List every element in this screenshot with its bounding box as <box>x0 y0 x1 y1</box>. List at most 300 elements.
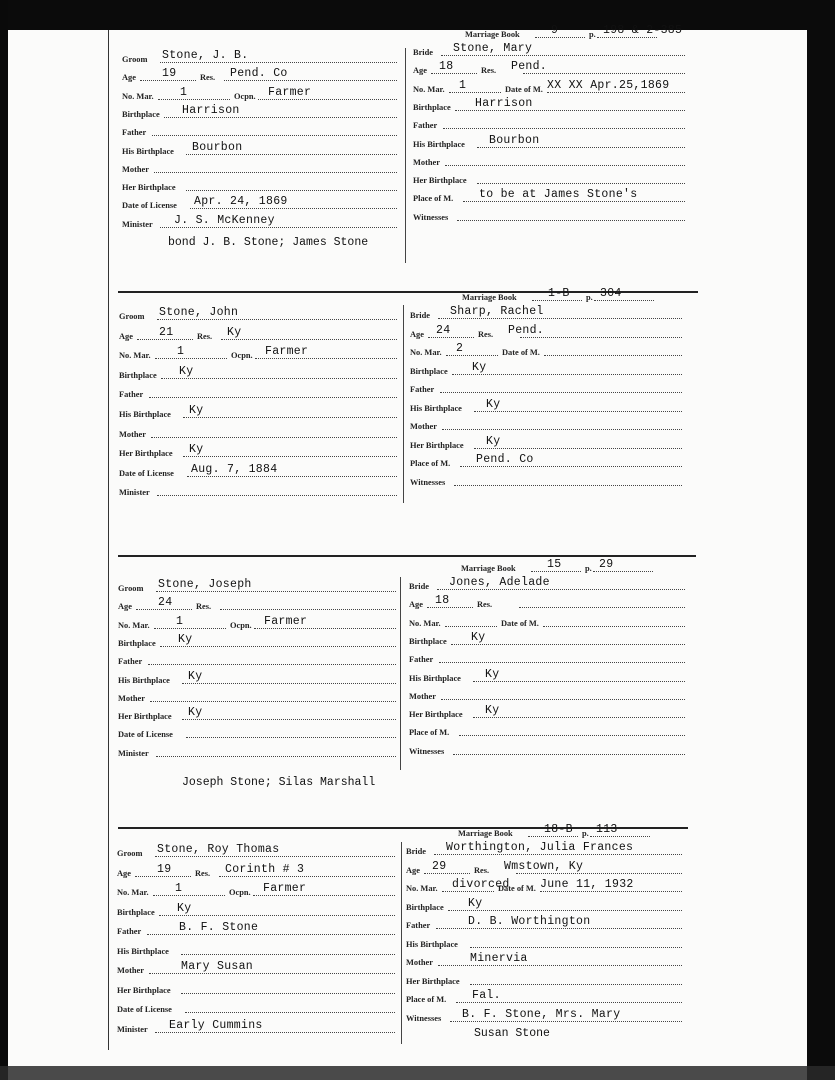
dotted-line <box>452 374 682 375</box>
field-label: Date of M. <box>498 884 536 893</box>
bride-field-witnesses <box>410 471 682 489</box>
dotted-line <box>463 201 685 202</box>
field-label: Date of M. <box>502 348 540 357</box>
groom-field-her-birthplace <box>118 705 396 723</box>
field-value: Minervia <box>470 952 528 965</box>
groom-field-name <box>122 48 397 66</box>
groom-field-mother <box>122 158 397 176</box>
field-value: Farmer <box>265 345 309 359</box>
dotted-line <box>445 165 685 166</box>
dotted-line <box>157 319 397 320</box>
dotted-line <box>155 358 227 359</box>
field-value: J. S. McKenney <box>174 213 275 227</box>
dotted-line <box>151 437 397 438</box>
marriage-book-label: Marriage Book <box>461 564 516 573</box>
field-value: 24 <box>436 323 451 337</box>
field-label: No. Mar. <box>410 348 442 357</box>
column-divider <box>403 305 404 503</box>
marriage-book-number: 15 <box>547 558 562 571</box>
field-label: Bride <box>409 582 430 591</box>
bride-field-no-mar <box>413 78 685 96</box>
field-label: His Birthplace <box>117 946 169 956</box>
dotted-line <box>594 300 654 301</box>
bride-field-father <box>409 648 685 666</box>
groom-field-birthplace <box>118 632 396 650</box>
field-label: Res. <box>196 602 212 612</box>
groom-field-age <box>122 66 397 84</box>
field-label: Birthplace <box>410 366 448 376</box>
field-label: Mother <box>406 958 433 967</box>
field-label: Age <box>413 66 427 76</box>
field-value: June 11, 1932 <box>540 878 634 891</box>
field-label: Father <box>406 921 431 930</box>
field-value: divorced <box>452 878 510 891</box>
dotted-line <box>183 456 397 457</box>
groom-field-minister <box>119 481 397 499</box>
bride-field-father <box>413 114 685 132</box>
dotted-line <box>473 717 685 718</box>
field-label: Birthplace <box>122 109 160 119</box>
dotted-line <box>154 172 397 173</box>
groom-field-his-birthplace <box>117 940 395 958</box>
dotted-line <box>470 947 682 948</box>
groom-field-date-of-license <box>122 194 397 212</box>
field-value: Ky <box>472 360 487 374</box>
field-label: Her Birthplace <box>117 985 171 995</box>
field-value: Stone, Joseph <box>158 578 252 591</box>
bond-note: Joseph Stone; Silas Marshall <box>182 776 376 789</box>
field-value: 1 <box>459 78 467 92</box>
dotted-line <box>454 485 682 486</box>
field-label: Witnesses <box>413 212 449 222</box>
dotted-line <box>455 110 685 111</box>
field-label: His Birthplace <box>122 146 174 156</box>
field-value: 18 <box>439 60 454 74</box>
dotted-line <box>186 737 396 738</box>
field-label: Age <box>406 865 420 875</box>
dotted-line <box>160 227 397 228</box>
groom-field-no-mar <box>118 614 396 632</box>
dotted-line <box>597 37 657 38</box>
field-value: Pend. <box>508 323 545 337</box>
field-label: Witnesses <box>406 1013 442 1023</box>
dotted-line <box>519 607 685 608</box>
field-label: Age <box>118 602 132 612</box>
dotted-line <box>428 337 474 338</box>
marriage-book-page: 304 <box>600 287 622 300</box>
dotted-line <box>441 699 685 700</box>
bride-field-age <box>409 593 685 611</box>
field-value: Bourbon <box>489 133 540 147</box>
field-label: No. Mar. <box>122 91 154 101</box>
dotted-line <box>160 646 396 647</box>
dotted-line <box>149 397 397 398</box>
field-value: Sharp, Rachel <box>450 305 544 318</box>
groom-field-name <box>118 577 396 595</box>
page-label: p. <box>589 30 596 39</box>
groom-field-her-birthplace <box>117 979 395 997</box>
groom-field-date-of-license <box>117 998 395 1016</box>
groom-field-father <box>119 383 397 401</box>
groom-field-birthplace <box>117 901 395 919</box>
field-value: Stone, Roy Thomas <box>157 843 280 856</box>
field-label: Birthplace <box>409 636 447 646</box>
dotted-line <box>149 973 395 974</box>
bride-field-birthplace <box>410 360 682 378</box>
field-value: 18 <box>435 594 450 608</box>
dotted-line <box>532 300 582 301</box>
field-value: Harrison <box>475 96 533 110</box>
field-label: Her Birthplace <box>406 976 460 986</box>
dotted-line <box>470 984 682 985</box>
field-value: Ky <box>468 896 483 910</box>
dotted-line <box>523 73 685 74</box>
dotted-line <box>424 873 470 874</box>
dotted-line <box>181 993 395 994</box>
groom-field-no-mar <box>117 881 395 899</box>
bride-field-mother <box>410 415 682 433</box>
field-label: No. Mar. <box>409 618 441 628</box>
field-label: Father <box>122 128 147 138</box>
dotted-line <box>154 628 226 629</box>
field-label: Res. <box>478 329 494 339</box>
marriage-book-number: 9 <box>551 24 559 37</box>
dotted-line <box>224 80 397 81</box>
marriage-book-header <box>465 25 685 41</box>
dotted-line <box>156 756 396 757</box>
dotted-line <box>437 589 685 590</box>
dotted-line <box>431 73 477 74</box>
field-label: Witnesses <box>409 746 445 756</box>
groom-field-father <box>122 121 397 139</box>
field-label: Father <box>413 121 438 131</box>
field-label: His Birthplace <box>410 403 462 413</box>
field-value: Ky <box>188 706 203 720</box>
bride-field-name <box>409 575 685 593</box>
field-value: Fal. <box>472 989 501 1002</box>
field-value: XX XX Apr.25,1869 <box>547 78 670 92</box>
field-value: Corinth # 3 <box>225 862 305 876</box>
dotted-line <box>186 154 397 155</box>
field-value: Farmer <box>263 882 307 895</box>
dotted-line <box>531 571 581 572</box>
marriage-book-number: 18-B <box>544 823 573 836</box>
field-label: Ocpn. <box>229 888 251 897</box>
field-label: Her Birthplace <box>119 449 173 459</box>
dotted-line <box>460 466 682 467</box>
dotted-line <box>474 411 682 412</box>
field-label: Res. <box>481 66 497 76</box>
dotted-line <box>434 854 682 855</box>
groom-field-father <box>117 920 395 938</box>
marriage-book-header <box>458 824 682 840</box>
field-value: B. F. Stone <box>179 921 259 934</box>
dotted-line <box>544 355 682 356</box>
groom-field-her-birthplace <box>119 442 397 460</box>
marriage-book-page: 29 <box>599 558 614 571</box>
field-label: Groom <box>119 312 145 321</box>
field-value: Ky <box>471 630 486 644</box>
field-label: Minister <box>119 488 150 498</box>
bride-field-age <box>406 859 682 877</box>
bride-field-place-of-m <box>410 452 682 470</box>
field-label: Res. <box>195 868 211 878</box>
marriage-book-header <box>461 559 685 575</box>
field-label: Father <box>119 390 144 400</box>
bride-field-his-birthplace <box>410 397 682 415</box>
dotted-line <box>451 644 685 645</box>
dotted-line <box>547 92 685 93</box>
field-label: Birthplace <box>118 638 156 648</box>
bride-field-place-of-m <box>413 187 685 205</box>
dotted-line <box>182 683 396 684</box>
field-value: Ky <box>189 443 204 457</box>
field-label: Place of M. <box>410 459 451 468</box>
field-value: 19 <box>162 67 177 81</box>
field-value: 1 <box>176 614 184 628</box>
field-label: Res. <box>197 331 213 341</box>
field-label: Birthplace <box>117 907 155 917</box>
field-label: Age <box>119 331 133 341</box>
bride-field-mother <box>406 951 682 969</box>
field-label: His Birthplace <box>406 939 458 949</box>
field-value: Ky <box>486 397 501 411</box>
dotted-line <box>535 37 585 38</box>
field-label: Place of M. <box>409 728 450 738</box>
marriage-book-label: Marriage Book <box>458 829 513 838</box>
dotted-line <box>593 571 653 572</box>
bride-field-his-birthplace <box>409 667 685 685</box>
field-value: 21 <box>159 325 174 339</box>
scan-border-bottom <box>0 1066 835 1080</box>
field-label: No. Mar. <box>406 884 438 893</box>
field-label: Her Birthplace <box>413 176 467 186</box>
dotted-line <box>153 895 225 896</box>
field-label: Mother <box>409 691 436 701</box>
dotted-line <box>183 417 397 418</box>
field-label: Ocpn. <box>231 351 253 361</box>
field-label: Date of License <box>118 730 173 740</box>
field-value: Mary Susan <box>181 960 254 973</box>
marriage-book-label: Marriage Book <box>465 30 520 39</box>
field-label: Minister <box>117 1024 148 1034</box>
groom-field-date-of-license <box>119 462 397 480</box>
groom-field-father <box>118 650 396 668</box>
dotted-line <box>181 954 395 955</box>
field-label: Res. <box>474 865 490 875</box>
field-label: Bride <box>410 311 431 320</box>
field-label: Date of License <box>119 468 174 478</box>
groom-field-birthplace <box>122 103 397 121</box>
scan-border-left <box>0 0 8 1080</box>
field-value: to be at James Stone's <box>479 188 638 202</box>
dotted-line <box>140 80 196 81</box>
field-value: Apr. 24, 1869 <box>194 195 288 209</box>
groom-field-her-birthplace <box>122 176 397 194</box>
column-divider <box>405 48 406 263</box>
field-label: Her Birthplace <box>118 712 172 722</box>
field-value: Worthington, Julia Frances <box>446 841 634 854</box>
field-value: Ky <box>189 404 204 417</box>
dotted-line <box>590 836 650 837</box>
bond-note: bond J. B. Stone; James Stone <box>168 236 369 249</box>
groom-field-no-mar <box>119 344 397 362</box>
field-value: Pend. Co <box>476 453 534 466</box>
field-label: Age <box>410 329 424 339</box>
field-label: His Birthplace <box>413 139 465 149</box>
column-divider <box>401 842 402 1044</box>
dotted-line <box>157 495 397 496</box>
field-value: Ky <box>178 632 193 646</box>
groom-field-his-birthplace <box>118 669 396 687</box>
dotted-line <box>148 664 396 665</box>
groom-field-mother <box>117 959 395 977</box>
field-value: Ky <box>227 325 242 339</box>
field-label: No. Mar. <box>118 620 150 630</box>
field-label: Date of M. <box>505 84 543 94</box>
groom-field-minister <box>122 213 397 231</box>
dotted-line <box>161 378 397 379</box>
bride-field-birthplace <box>413 96 685 114</box>
dotted-line <box>137 339 193 340</box>
dotted-line <box>150 701 396 702</box>
marriage-book-page: 113 <box>596 823 618 836</box>
field-label: Witnesses <box>410 477 446 487</box>
field-value: D. B. Worthington <box>468 915 591 928</box>
bride-field-age <box>413 59 685 77</box>
dotted-line <box>543 626 685 627</box>
field-label: Mother <box>413 157 440 167</box>
dotted-line <box>441 55 685 56</box>
bride-field-place-of-m <box>406 988 682 1006</box>
groom-field-date-of-license <box>118 723 396 741</box>
field-label: Date of License <box>122 201 177 211</box>
dotted-line <box>427 607 473 608</box>
bride-field-no-mar <box>409 612 685 630</box>
field-label: Bride <box>406 847 427 856</box>
scan-border-right <box>807 0 835 1080</box>
page-label: p. <box>585 564 592 573</box>
dotted-line <box>156 591 396 592</box>
field-value: Bourbon <box>192 140 243 154</box>
groom-field-minister <box>118 742 396 760</box>
dotted-line <box>253 895 395 896</box>
dotted-line <box>445 626 497 627</box>
field-value: 1 <box>177 345 185 359</box>
field-label: Mother <box>122 164 149 174</box>
groom-field-birthplace <box>119 364 397 382</box>
dotted-line <box>136 609 192 610</box>
field-label: Mother <box>410 422 437 431</box>
dotted-line <box>459 735 685 736</box>
field-value: Ky <box>485 704 500 718</box>
bride-field-her-birthplace <box>413 169 685 187</box>
field-label: Her Birthplace <box>409 710 463 720</box>
dotted-line <box>155 1032 395 1033</box>
dotted-line <box>442 429 682 430</box>
dotted-line <box>457 220 685 221</box>
field-label: Place of M. <box>406 995 447 1004</box>
bride-field-witnesses <box>409 740 685 758</box>
dotted-line <box>164 117 397 118</box>
dotted-line <box>220 609 396 610</box>
dotted-line <box>185 1012 395 1013</box>
dotted-line <box>477 147 685 148</box>
groom-field-his-birthplace <box>119 403 397 421</box>
field-label: Mother <box>117 966 144 975</box>
column-divider <box>400 577 401 770</box>
field-value: 29 <box>432 859 447 873</box>
dotted-line <box>158 99 230 100</box>
field-value: Stone, Mary <box>453 42 533 55</box>
field-value: Early Cummins <box>169 1018 263 1032</box>
dotted-line <box>159 915 395 916</box>
field-label: No. Mar. <box>117 888 149 897</box>
field-label: Age <box>117 868 131 878</box>
bride-field-mother <box>413 151 685 169</box>
bride-field-age <box>410 323 682 341</box>
field-value: Pend. Co <box>230 67 288 81</box>
dotted-line <box>438 318 682 319</box>
bride-field-his-birthplace <box>406 933 682 951</box>
field-label: Minister <box>122 219 153 229</box>
dotted-line <box>516 873 682 874</box>
dotted-line <box>446 355 498 356</box>
bride-field-place-of-m <box>409 721 685 739</box>
marriage-book-number: 1-B <box>548 287 570 300</box>
field-value: Wmstown, Ky <box>504 859 584 873</box>
dotted-line <box>436 928 682 929</box>
groom-field-age <box>117 862 395 880</box>
bride-field-no-mar <box>410 341 682 359</box>
dotted-line <box>258 99 397 100</box>
field-value: Farmer <box>268 85 312 99</box>
bride-field-father <box>406 914 682 932</box>
field-label: Date of License <box>117 1005 172 1014</box>
dotted-line <box>219 876 395 877</box>
bride-field-birthplace <box>409 630 685 648</box>
field-value: Ky <box>177 901 192 915</box>
dotted-line <box>442 891 494 892</box>
field-value: Harrison <box>182 103 240 117</box>
field-value: Ky <box>188 669 203 683</box>
field-label: Place of M. <box>413 194 454 204</box>
scan-border-top <box>0 0 835 30</box>
field-label: Age <box>409 600 423 610</box>
dotted-line <box>520 337 682 338</box>
field-label: Father <box>410 385 435 394</box>
field-label: Res. <box>477 600 493 610</box>
groom-field-name <box>119 305 397 323</box>
field-value: Ky <box>485 667 500 681</box>
field-label: Groom <box>122 55 148 64</box>
field-label: His Birthplace <box>119 410 171 419</box>
dotted-line <box>456 1002 682 1003</box>
field-label: Ocpn. <box>230 620 252 630</box>
dotted-line <box>254 628 396 629</box>
margin-rule <box>108 30 109 1050</box>
groom-field-age <box>118 595 396 613</box>
field-label: Age <box>122 73 136 83</box>
bride-field-her-birthplace <box>409 703 685 721</box>
dotted-line <box>135 876 191 877</box>
dotted-line <box>528 836 578 837</box>
field-value: Jones, Adelade <box>449 576 550 589</box>
field-value: B. F. Stone, Mrs. Mary <box>462 1007 621 1021</box>
field-value: Ky <box>179 364 194 378</box>
field-label: Bride <box>413 48 434 57</box>
bride-field-birthplace <box>406 896 682 914</box>
